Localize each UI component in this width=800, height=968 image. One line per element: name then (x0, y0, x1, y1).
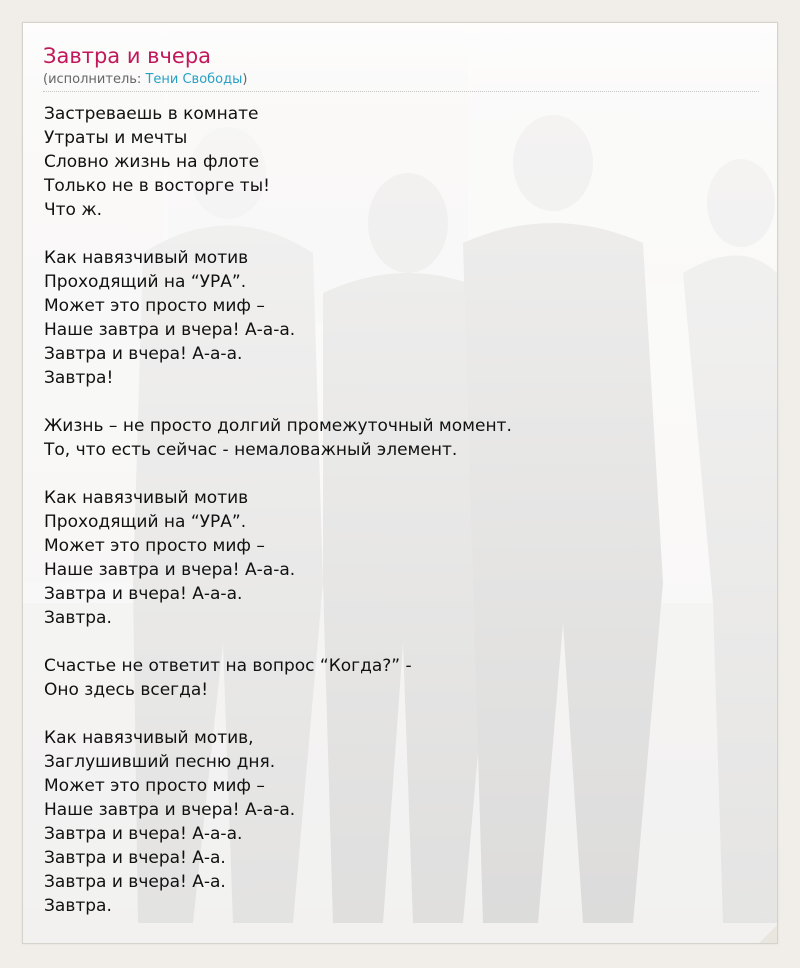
lyric-line: Проходящий на “УРА”. (44, 512, 247, 532)
lyric-line: Завтра и вчера! А-а-а. (44, 824, 243, 844)
lyric-line: Счастье не ответит на вопрос “Когда?” - (44, 656, 412, 676)
lyric-line: Заглушивший песню дня. (44, 752, 276, 772)
lyric-line: Как навязчивый мотив (44, 248, 249, 268)
lyric-line: Завтра. (44, 608, 112, 628)
lyric-line: То, что есть сейчас - немаловажный элемент. (44, 440, 458, 460)
lyrics-page (22, 22, 778, 944)
lyric-line: Как навязчивый мотив, (44, 728, 254, 748)
lyric-line: Только не в восторге ты! (44, 176, 270, 196)
lyric-line: Наше завтра и вчера! А-а-а. (44, 320, 296, 340)
lyrics-text (44, 102, 744, 918)
lyric-line: Застреваешь в комнате (44, 104, 259, 124)
lyric-line: Завтра и вчера! А-а. (44, 872, 226, 892)
lyric-line: Завтра и вчера! А-а-а. (44, 584, 243, 604)
lyric-line: Оно здесь всегда! (44, 680, 209, 700)
lyric-line: Наше завтра и вчера! А-а-а. (44, 800, 296, 820)
stanza (44, 414, 744, 462)
page-corner-decoration (759, 925, 777, 943)
performer-line (43, 71, 759, 89)
song-header (43, 41, 759, 92)
stanza (44, 486, 744, 630)
lyric-line: Что ж. (44, 200, 103, 220)
stanza (44, 654, 744, 702)
lyric-line: Проходящий на “УРА”. (44, 272, 247, 292)
performer-suffix: ) (242, 72, 248, 87)
lyric-line: Завтра и вчера! А-а-а. (44, 344, 243, 364)
lyric-line: Завтра! (44, 368, 114, 388)
lyric-line: Как навязчивый мотив (44, 488, 249, 508)
performer-link[interactable]: Тени Свободы (145, 72, 243, 87)
lyric-line: Жизнь – не просто долгий промежуточный момент. (44, 416, 512, 436)
performer-prefix: (исполнитель: (43, 72, 146, 87)
lyric-line: Может это просто миф – (44, 296, 265, 316)
lyric-line: Завтра. (44, 896, 112, 916)
lyric-line: Наше завтра и вчера! А-а-а. (44, 560, 296, 580)
lyric-line: Может это просто миф – (44, 536, 265, 556)
lyric-line: Словно жизнь на флоте (44, 152, 260, 172)
stanza (44, 726, 744, 918)
lyric-line: Завтра и вчера! А-а. (44, 848, 226, 868)
stanza (44, 102, 744, 222)
lyric-line: Может это просто миф – (44, 776, 265, 796)
song-title: Завтра и вчера (43, 44, 212, 68)
stanza (44, 246, 744, 390)
lyric-line: Утраты и мечты (44, 128, 188, 148)
